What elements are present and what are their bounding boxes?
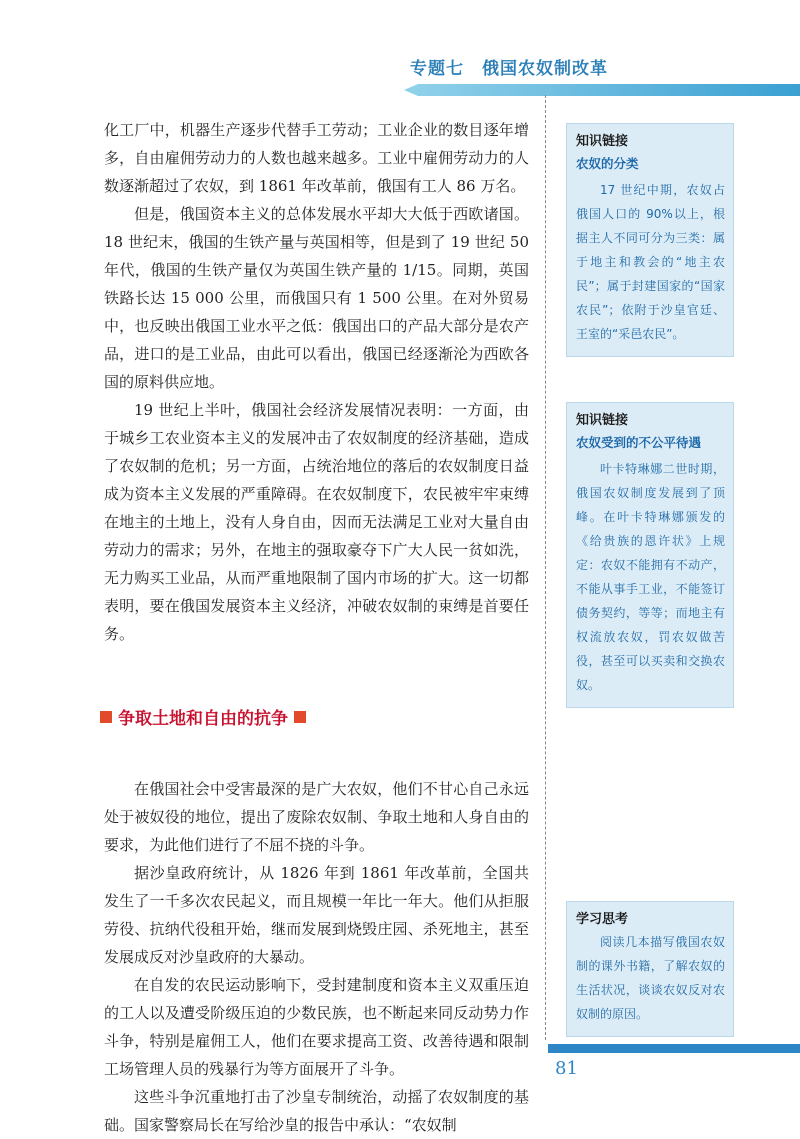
square-bullet-icon bbox=[294, 711, 306, 723]
top-band bbox=[0, 0, 800, 40]
box-subtitle: 农奴受到的不公平待遇 bbox=[576, 435, 702, 450]
header-arrow-icon bbox=[404, 84, 418, 96]
box-subtitle: 农奴的分类 bbox=[576, 156, 639, 171]
paragraph: 19 世纪上半叶，俄国社会经济发展情况表明：一方面，由于城乡工农业资本主义的发展冲击了农奴制度的经济基础，造成了农奴制的危机；另一方面，占统治地位的落后的农奴制度日益成为资本主义发展的严重障碍。在农奴制度下，农民被牢牢束缚在地主的土地上，没有人身自由，因而无法满足工业对大量自由劳动力的需求；另外，在地主的强取豪夺下广大人民一贫如洗，无力购买工业品，从而严重地限制了国内市场的扩大。这一切都表明，要在俄国发展资本主义经济，冲破农奴制的束缚是首要任务。 bbox=[104, 401, 529, 643]
chapter-header-title: 专题七 俄国农奴制改革 bbox=[410, 59, 608, 79]
paragraph: 据沙皇政府统计，从 1826 年到 1861 年改革前，全国共发生了一千多次农民起义，而且规模一年比一年大。他们从拒服劳役、抗纳代役租开始，继而发展到烧毁庄园、杀死地主，甚至发展成反对沙皇政府的大暴动。 bbox=[104, 864, 529, 966]
box-body: 阅读几本描写俄国农奴制的课外书籍，了解农奴的生活状况，谈谈农奴反对农奴制的原因。 bbox=[576, 935, 725, 1021]
page-number: 81 bbox=[555, 1058, 578, 1079]
knowledge-link-box-unfair-treatment bbox=[566, 402, 734, 708]
section-heading bbox=[100, 704, 529, 729]
square-bullet-icon bbox=[100, 711, 112, 723]
column-divider bbox=[545, 95, 546, 1040]
study-thinking-box bbox=[566, 901, 734, 1037]
paragraph: 这些斗争沉重地打击了沙皇专制统治，动摇了农奴制度的基础。国家警察局长在写给沙皇的报告中承认：“农奴制 bbox=[104, 1088, 529, 1134]
box-body: 17 世纪中期，农奴占俄国人口的 90%以上，根据主人不同可分为三类：属于地主和教会的“地主农民”；属于封建国家的“国家农民”；依附于沙皇官廷、王室的“采邑农民”。 bbox=[576, 183, 725, 341]
paragraph: 化工厂中，机器生产逐步代替手工劳动；工业企业的数目逐年增多，自由雇佣劳动力的人数也越来越多。工业中雇佣劳动力的人数逐渐超过了农奴，到 1861 年改革前，俄国有工人 86 万名。 bbox=[104, 121, 529, 195]
header-bar bbox=[418, 84, 800, 96]
box-body: 叶卡特琳娜二世时期，俄国农奴制度发展到了顶峰。在叶卡特琳娜颁发的《给贵族的恩许状》上规定：农奴不能拥有不动产，不能从事手工业，不能签订债务契约，等等；而地主有权流放农奴，罚农奴做苦役，甚至可以买卖和交换农奴。 bbox=[576, 462, 725, 692]
box-title: 知识链接 bbox=[576, 134, 629, 149]
box-title: 学习思考 bbox=[576, 912, 629, 927]
main-text-column bbox=[104, 116, 529, 1139]
footer-bar bbox=[548, 1044, 800, 1053]
paragraph: 在俄国社会中受害最深的是广大农奴，他们不甘心自己永远处于被奴役的地位，提出了废除农奴制、争取土地和人身自由的要求，为此他们进行了不屈不挠的斗争。 bbox=[104, 780, 529, 854]
section-heading-text: 争取土地和自由的抗争 bbox=[118, 709, 288, 729]
knowledge-link-box-serf-types bbox=[566, 123, 734, 357]
paragraph: 但是，俄国资本主义的总体发展水平却大大低于西欧诸国。18 世纪末，俄国的生铁产量与英国相等，但是到了 19 世纪 50 年代，俄国的生铁产量仅为英国生铁产量的 1/15。同期，英国铁路长达 15 000 公里，而俄国只有 1 500 公里。在对外贸易中，也反映出俄国工业水平之低：俄国出口的产品大部分是农产品，进口的是工业品，由此可以看出，俄国已经逐渐沦为西欧各国的原料供应地。 bbox=[104, 205, 529, 391]
box-title: 知识链接 bbox=[576, 413, 629, 428]
paragraph: 在自发的农民运动影响下，受封建制度和资本主义双重压迫的工人以及遭受阶级压迫的少数民族，也不断起来同反动势力作斗争，特别是雇佣工人，他们在要求提高工资、改善待遇和限制工场管理人员的残暴行为等方面展开了斗争。 bbox=[104, 976, 529, 1078]
